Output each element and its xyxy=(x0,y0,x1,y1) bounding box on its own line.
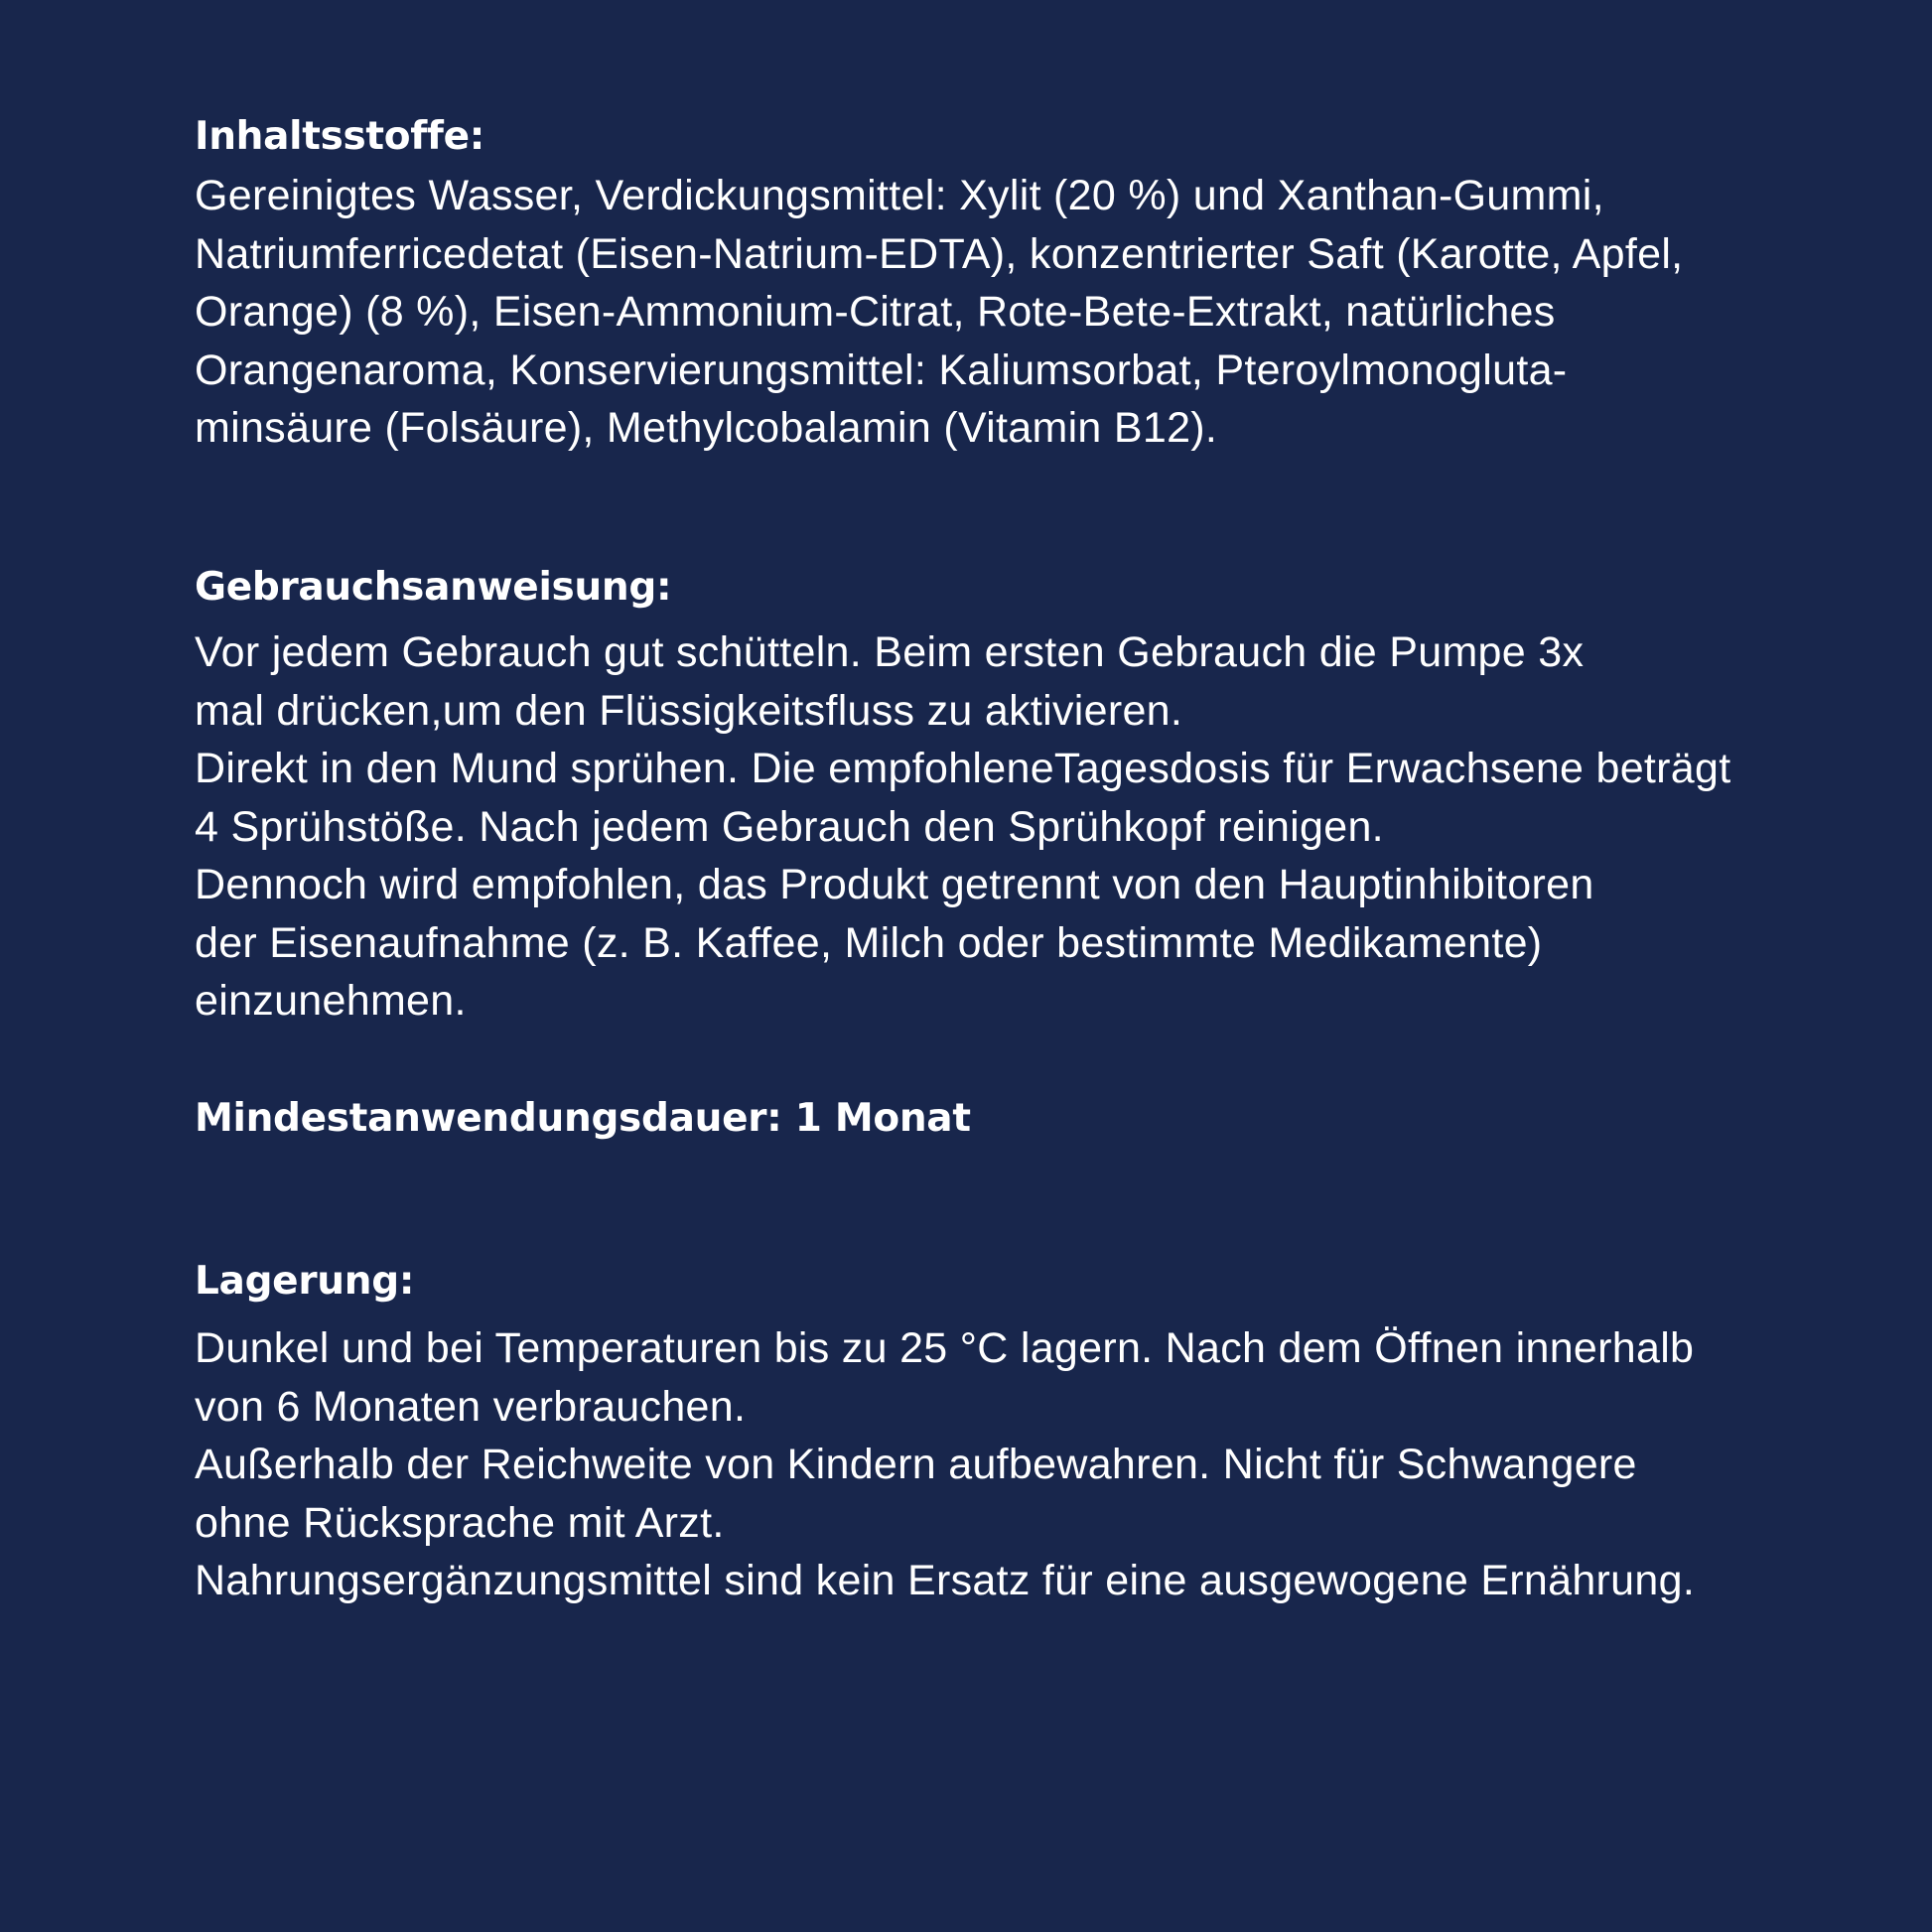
storage-line: Außerhalb der Reichweite von Kindern aufbewahren. Nicht für Schwangere xyxy=(195,1441,1637,1488)
storage-line: von 6 Monaten verbrauchen. xyxy=(195,1382,747,1431)
usage-line: Dennoch wird empfohlen, das Produkt getrennt von den Hauptinhibitoren xyxy=(195,861,1594,908)
ingredients-line: Gereinigtes Wasser, Verdickungsmittel: Xylit (20 %) und Xanthan-Gummi, xyxy=(195,172,1604,219)
duration-heading: Mindestanwendungsdauer: 1 Monat xyxy=(195,1096,971,1141)
storage-section xyxy=(195,1258,1763,1610)
ingredients-text xyxy=(195,167,1763,458)
ingredients-line: minsäure (Folsäure), Methylcobalamin (Vitamin B12). xyxy=(195,404,1218,452)
duration-section xyxy=(195,1095,1763,1143)
storage-heading: Lagerung: xyxy=(195,1259,415,1304)
usage-line: Vor jedem Gebrauch gut schütteln. Beim ersten Gebrauch die Pumpe 3x xyxy=(195,628,1585,676)
usage-line: Direkt in den Mund sprühen. Die empfohleneTagesdosis für Erwachsene beträgt xyxy=(195,745,1731,792)
usage-text xyxy=(195,623,1763,1031)
ingredients-line: Orangenaroma, Konservierungsmittel: Kaliumsorbat, Pteroylmonogluta- xyxy=(195,345,1568,394)
storage-text xyxy=(195,1319,1763,1610)
usage-line: einzunehmen. xyxy=(195,977,467,1025)
storage-line: Nahrungsergänzungsmittel sind kein Ersatz für eine ausgewogene Ernährung. xyxy=(195,1557,1696,1604)
usage-section xyxy=(195,564,1763,1031)
usage-line: mal drücken,um den Flüssigkeitsfluss zu aktivieren. xyxy=(195,686,1183,735)
ingredients-heading: Inhaltsstoffe: xyxy=(195,114,485,159)
usage-line: 4 Sprühstöße. Nach jedem Gebrauch den Sprühkopf reinigen. xyxy=(195,802,1384,851)
storage-line: Dunkel und bei Temperaturen bis zu 25 °C lagern. Nach dem Öffnen innerhalb xyxy=(195,1324,1695,1372)
usage-line: der Eisenaufnahme (z. B. Kaffee, Milch oder bestimmte Medikamente) xyxy=(195,918,1543,967)
ingredients-line: Orange) (8 %), Eisen-Ammonium-Citrat, Rote-Bete-Extrakt, natürliches xyxy=(195,288,1556,336)
usage-heading: Gebrauchsanweisung: xyxy=(195,565,672,610)
storage-line: ohne Rücksprache mit Arzt. xyxy=(195,1498,725,1547)
ingredients-line: Natriumferricedetat (Eisen-Natrium-EDTA), konzentrierter Saft (Karotte, Apfel, xyxy=(195,229,1684,278)
ingredients-section xyxy=(195,113,1763,458)
